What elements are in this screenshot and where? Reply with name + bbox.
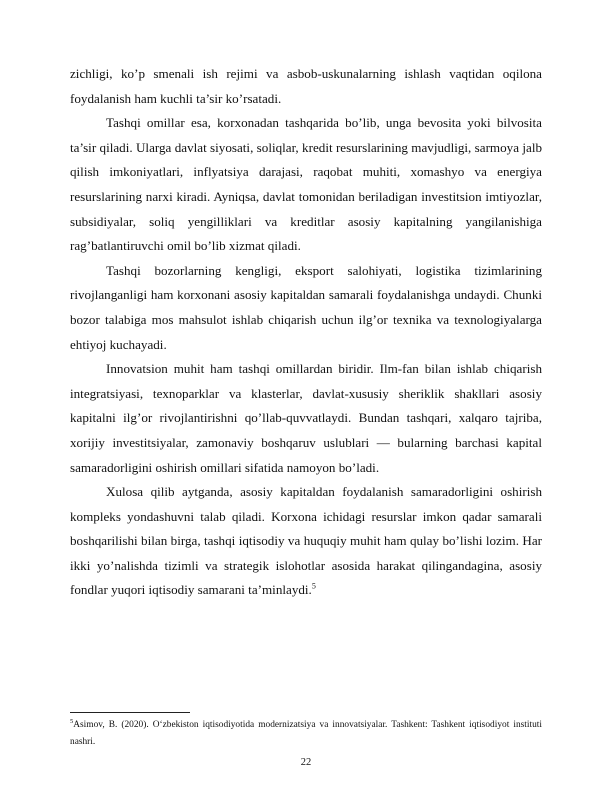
page-number: 22 bbox=[300, 757, 312, 768]
footnote bbox=[70, 717, 542, 751]
paragraph-2: Tashqi omillar esa, korxonadan tashqarida bo’lib, unga bevosita yoki bilvosita ta’sir qiladi. Ularga davlat siyosati, soliqlar, kredit resurslarining mavjudligi, sarmoya jalb qilish imkoniyatlari, inflyatsiya darajasi, raqobat muhiti, xomashyo va energiya resurslarining narxi kiradi. Ayniqsa, davlat tomonidan beriladigan investitsion imtiyozlar, subsidiyalar, soliq yengilliklari va kreditlar asosiy kapitalning yangilanishiga rag’batlantiruvchi omil bo’lib xizmat qiladi. bbox=[70, 115, 542, 254]
paragraph-1: zichligi, ko’p smenali ish rejimi va asbob-uskunalarning ishlash vaqtidan oqilona foydalanish ham kuchli ta’sir ko’rsatadi. bbox=[70, 66, 542, 106]
footnote-reference[interactable]: 5 bbox=[311, 582, 316, 592]
paragraph-5 bbox=[70, 480, 542, 603]
paragraph-4: Innovatsion muhit ham tashqi omillardan biridir. Ilm-fan bilan ishlab chiqarish integratsiyasi, texnoparklar va klasterlar, davlat-xususiy sheriklik shakllari asosiy kapitalni ilg’or rivojlantirishni qo’llab-quvvatlaydi. Bundan tashqari, xalqaro tajriba, xorijiy investitsiyalar, zamonaviy boshqaruv uslublari — bularning barchasi kapital samaradorligini oshirish omillari sifatida namoyon bo’ladi. bbox=[70, 361, 542, 475]
footnote-number: 5 bbox=[70, 717, 74, 725]
footnote-text: Asimov, B. (2020). O‘zbekiston iqtisodiyotida modernizatsiya va innovatsiyalar. Tashkent: Tashkent iqtisodiyot instituti nashri. bbox=[70, 720, 542, 747]
paragraph-5-text: Xulosa qilib aytganda, asosiy kapitaldan foydalanish samaradorligini oshirish kompleks yondashuvni talab qiladi. Korxona ichidagi resurslar imkon qadar samarali boshqarilishi bilan birga, tashqi iqtisodiy va huquqiy muhit ham qulay bo’lishi lozim. Har ikki yo’nalishda tizimli va strategik islohotlar asosida harakat qilingandagina, asosiy fondlar yuqori iqtisodiy samarani ta’minlaydi. bbox=[70, 484, 542, 598]
footnote-divider bbox=[70, 712, 190, 713]
paragraph-3: Tashqi bozorlarning kengligi, eksport salohiyati, logistika tizimlarining rivojlanganligi ham korxonani asosiy kapitaldan samarali foydalanishga undaydi. Chunki bozor talabiga mos mahsulot ishlab chiqarish uchun ilg’or texnika va texnologiyalarga ehtiyoj kuchayadi. bbox=[70, 262, 542, 352]
page-body bbox=[70, 62, 542, 603]
